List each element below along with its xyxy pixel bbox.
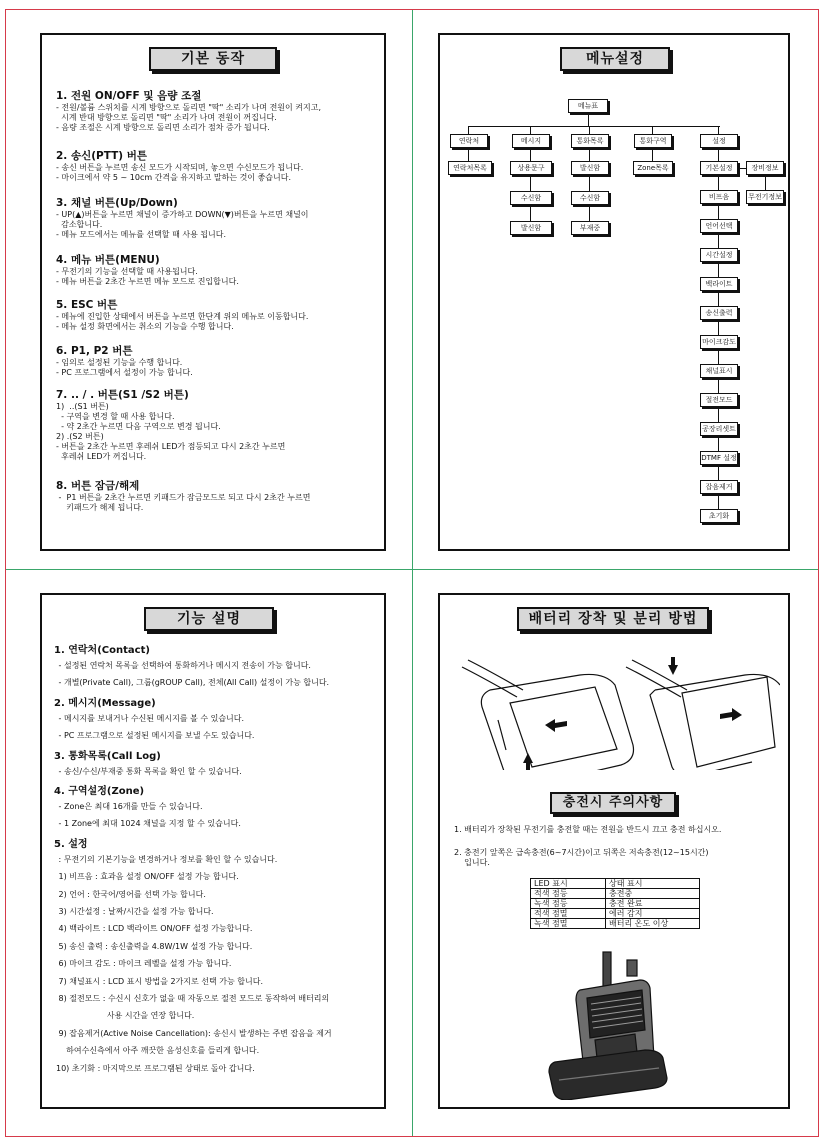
feature-heading: 5. 설정: [54, 838, 88, 850]
section-line: 후레쉬 LED가 꺼집니다.: [56, 452, 147, 461]
led-status-cell: 배터리 온도 이상: [606, 919, 700, 929]
led-status-cell: 충전 완료: [606, 899, 700, 909]
feature-line: 5) 송신 출력 : 송신출력을 4.8W/1W 설정 가능 합니다.: [56, 941, 253, 951]
battery-title: 배터리 장착 및 분리 방법: [517, 607, 709, 631]
feature-heading: 1. 연락처(Contact): [54, 645, 150, 656]
tree-connector: [589, 126, 590, 134]
section-heading: 5. ESC 버튼: [56, 299, 118, 311]
led-status-cell: 충전중: [606, 889, 700, 899]
section-line: - 구역을 변경 할 때 사용 합니다.: [56, 412, 175, 421]
basic-operation-panel: [40, 33, 386, 551]
led-indicator-cell: 적색 점멸: [531, 909, 606, 919]
calllog-sub-node: 부재중: [571, 221, 609, 235]
press-down-arrow: [668, 657, 678, 675]
basic-section: [56, 480, 372, 513]
tree-connector: [718, 126, 719, 134]
section-line: 키패드가 해제 됩니다.: [56, 503, 144, 512]
section-heading: 2. 송신(PTT) 버튼: [56, 150, 148, 162]
feature-line: 7) 채널표시 : LCD 표시 방법을 2가지로 선택 가능 합니다.: [56, 976, 264, 986]
section-line: - 마이크에서 약 5 ~ 10cm 간격을 유지하고 말하는 것이 좋습니다.: [56, 173, 292, 182]
feature-description-panel: [40, 593, 386, 1109]
section-heading: 7. .. / . 버튼(S1 /S2 버튼): [56, 389, 189, 401]
tree-connector: [652, 126, 653, 134]
basic-section: [56, 254, 372, 287]
basic-title: 기본 동작: [149, 47, 277, 71]
feature-heading: 3. 통화목록(Call Log): [54, 750, 161, 762]
tree-connector: [765, 176, 766, 190]
section-line: 시계 반대 방향으로 돌리면 "딱" 소리가 나며 전원이 꺼집니다.: [56, 113, 277, 122]
feature-line: 4) 백라이트 : LCD 백라이트 ON/OFF 설정 가능합니다.: [56, 924, 253, 934]
menu-settings-panel: [438, 33, 790, 551]
settings-sub-node: 공장리셋트: [700, 422, 738, 436]
feature-line: 하여수신측에서 아주 깨끗한 음성신호를 들리게 합니다.: [56, 1046, 260, 1056]
settings-sub-node: 기본설정: [700, 161, 738, 175]
features-title: 기능 설명: [144, 607, 274, 631]
basic-section: [56, 90, 372, 133]
section-line: - 메뉴 버튼을 2초간 누르면 메뉴 모드로 진입합니다.: [56, 277, 239, 286]
feature-line: 6) 마이크 감도 : 마이크 레벨을 설정 가능 합니다.: [56, 959, 232, 969]
charge-caution-title: 충전시 주의사항: [550, 792, 676, 814]
slide-right-arrow: [720, 708, 742, 721]
slide-left-arrow: [545, 719, 567, 732]
feature-line: - 메시지를 보내거나 수신된 메시지를 볼 수 있습니다.: [56, 713, 245, 723]
settings-sub-node: 비프음: [700, 190, 738, 204]
feature-line: 사용 시간을 연장 합니다.: [56, 1011, 195, 1021]
feature-line: - 설정된 연락처 목록을 선택하여 통화하거나 메시지 전송이 가능 합니다.: [56, 661, 311, 670]
section-line: - UP(▲)버튼을 누르면 채널이 증가하고 DOWN(▼)버튼을 누르면 채널이: [56, 210, 309, 219]
tree-connector: [468, 126, 469, 134]
menu-top-node: 메시지: [512, 134, 550, 148]
led-table-row: [531, 889, 700, 899]
tree-connector: [652, 149, 653, 161]
section-line: 2) .(S2 버튼): [56, 432, 104, 441]
feature-line: 8) 절전모드 : 수신시 신호가 없을 때 자동으로 절전 모드로 동작하여 배터리의: [56, 994, 330, 1003]
horizontal-divider: [6, 569, 818, 570]
led-indicator-cell: 적색 점등: [531, 889, 606, 899]
vertical-divider: [412, 10, 413, 1136]
section-line: - P1 버튼을 2초간 누르면 키패드가 잠금모드로 되고 다시 2초간 누르면: [56, 493, 311, 502]
settings-sub-node: 송신출력: [700, 306, 738, 320]
feature-line: 1) 비프음 : 효과음 설정 ON/OFF 설정 가능 합니다.: [56, 872, 239, 882]
settings-sub-node: 초기화: [700, 509, 738, 523]
feature-line: 10) 초기화 : 마지막으로 프로그램된 상태로 돌아 갑니다.: [56, 1063, 255, 1073]
feature-line: - PC 프로그램으로 설정된 메시지를 보낼 수도 있습니다.: [56, 731, 255, 741]
tree-connector: [530, 126, 531, 134]
radio-charger-illustration: [545, 950, 675, 1100]
section-line: - PC 프로그램에서 설정이 가능 합니다.: [56, 368, 193, 377]
tree-connector: [588, 114, 589, 126]
charge-note-2: 2. 충전기 앞쪽은 급속충전(6~7시간)이고 뒤쪽은 저속충전(12~15시간): [454, 848, 709, 857]
charge-note-3: 입니다.: [454, 858, 490, 867]
feature-line: - 1 Zone에 최대 1024 채널을 지정 할 수 있습니다.: [56, 819, 241, 829]
settings-sub-node: 백라이트: [700, 277, 738, 291]
section-line: 감소합니다.: [56, 220, 103, 229]
calllog-sub-node: 발신함: [571, 161, 609, 175]
settings-sub-node: 시간설정: [700, 248, 738, 262]
menu-top-node: 통화목록: [571, 134, 609, 148]
feature-heading: 4. 구역설정(Zone): [54, 786, 145, 797]
led-table-row: [531, 919, 700, 929]
led-status-cell: 에러 감지: [606, 909, 700, 919]
settings-sub-node: 절전모드: [700, 393, 738, 407]
basic-section: [56, 197, 372, 240]
section-line: - 메뉴 모드에서는 메뉴를 선택할 때 사용 됩니다.: [56, 230, 227, 239]
section-line: - 전원/볼륨 스위치를 시계 방향으로 돌리면 "딱" 소리가 나며 전원이 켜지고,: [56, 103, 322, 112]
contacts-sub-node: 연락처목록: [448, 161, 492, 175]
menu-top-node: 설정: [700, 134, 738, 148]
settings-sub-node: DTMF 설정: [700, 451, 738, 465]
led-status-cell: 상태 표시: [606, 879, 700, 889]
led-table-row: [531, 909, 700, 919]
led-indicator-cell: LED 표시: [531, 879, 606, 889]
section-line: - 송신 버튼을 누르면 송신 모드가 시작되며, 놓으면 수신모드가 됩니다.: [56, 163, 304, 172]
message-sub-node: 상용문구: [510, 161, 552, 175]
feature-heading: 2. 메시지(Message): [54, 697, 156, 709]
section-line: - 메뉴에 진입한 상태에서 버튼을 누르면 한단계 위의 메뉴로 이동합니다.: [56, 312, 309, 321]
message-sub-node: 발신함: [510, 221, 552, 235]
battery-attach-illustration: [450, 645, 780, 770]
basic-section: [56, 299, 372, 332]
basic-section: [56, 150, 372, 183]
section-line: - 버튼을 2초간 누르면 후레쉬 LED가 점등되고 다시 2초간 누르면: [56, 442, 286, 451]
section-heading: 1. 전원 ON/OFF 및 음량 조절: [56, 90, 202, 102]
section-line: - 무전기의 기능을 선택할 때 사용됩니다.: [56, 267, 198, 276]
feature-line: : 무전기의 기본기능을 변경하거나 정보를 확인 할 수 있습니다.: [56, 854, 278, 864]
tree-connector: [468, 126, 720, 127]
tree-connector: [468, 149, 469, 161]
menu-root-node: 메뉴표: [568, 99, 608, 113]
release-up-arrow: [523, 753, 533, 770]
settings-sub-node: 마이크감도: [700, 335, 738, 349]
settings-sub-node: 언어선택: [700, 219, 738, 233]
section-heading: 6. P1, P2 버튼: [56, 345, 133, 357]
led-table-row: [531, 879, 700, 889]
section-heading: 8. 버튼 잠금/해제: [56, 480, 140, 492]
calllog-sub-node: 수신함: [571, 191, 609, 205]
menu-title: 메뉴설정: [560, 47, 670, 71]
menu-top-node: 통화구역: [634, 134, 672, 148]
section-line: - 음량 조절은 시계 방향으로 돌리면 소리가 점차 증가 됩니다.: [56, 123, 270, 132]
section-line: - 임의로 설정된 기능을 수행 합니다.: [56, 358, 183, 367]
feature-line: - Zone은 최대 16개를 만들 수 있습니다.: [56, 802, 203, 811]
menu-top-node: 연락처: [450, 134, 488, 148]
feature-line: 3) 시간설정 : 날짜/시간을 설정 가능 합니다.: [56, 907, 214, 916]
led-status-table: [530, 878, 700, 929]
section-line: - 약 2초간 누르면 다음 구역으로 변경 됩니다.: [56, 422, 221, 431]
feature-line: 9) 잡음제거(Active Noise Cancellation): 송신시 발생하는 주변 잡음을 제거: [56, 1028, 332, 1038]
led-indicator-cell: 녹색 점등: [531, 899, 606, 909]
tree-connector: [738, 168, 746, 169]
basic-section: [56, 389, 372, 462]
battery-panel: [438, 593, 790, 1109]
feature-line: - 송신/수신/부재중 통화 목록을 확인 할 수 있습니다.: [56, 766, 242, 776]
settings-sub-node: 채널표시: [700, 364, 738, 378]
device-info-node: 장비정보: [746, 161, 784, 175]
section-line: 1) ..(S1 버튼): [56, 402, 109, 411]
message-sub-node: 수신함: [510, 191, 552, 205]
led-indicator-cell: 녹색 점멸: [531, 919, 606, 929]
tree-connector: [530, 149, 531, 221]
section-heading: 4. 메뉴 버튼(MENU): [56, 254, 160, 266]
basic-section: [56, 345, 372, 378]
radio-info-node: 무전기정보: [746, 190, 784, 204]
tree-connector: [589, 149, 590, 221]
settings-sub-node: 잡음제거: [700, 480, 738, 494]
section-line: - 메뉴 설정 화면에서는 취소의 기능을 수행 합니다.: [56, 322, 234, 331]
feature-line: - 개별(Private Call), 그룹(gROUP Call), 전체(All Call) 설정이 가능 합니다.: [56, 678, 330, 688]
feature-line: 2) 언어 : 한국어/영어를 선택 가능 합니다.: [56, 889, 206, 899]
zone-sub-node: Zone목록: [633, 161, 673, 175]
led-table-row: [531, 899, 700, 909]
charge-note-1: 1. 배터리가 장착된 무전기를 충전할 때는 전원을 반드시 끄고 충전 하십시오.: [454, 825, 722, 834]
section-heading: 3. 채널 버튼(Up/Down): [56, 197, 178, 209]
